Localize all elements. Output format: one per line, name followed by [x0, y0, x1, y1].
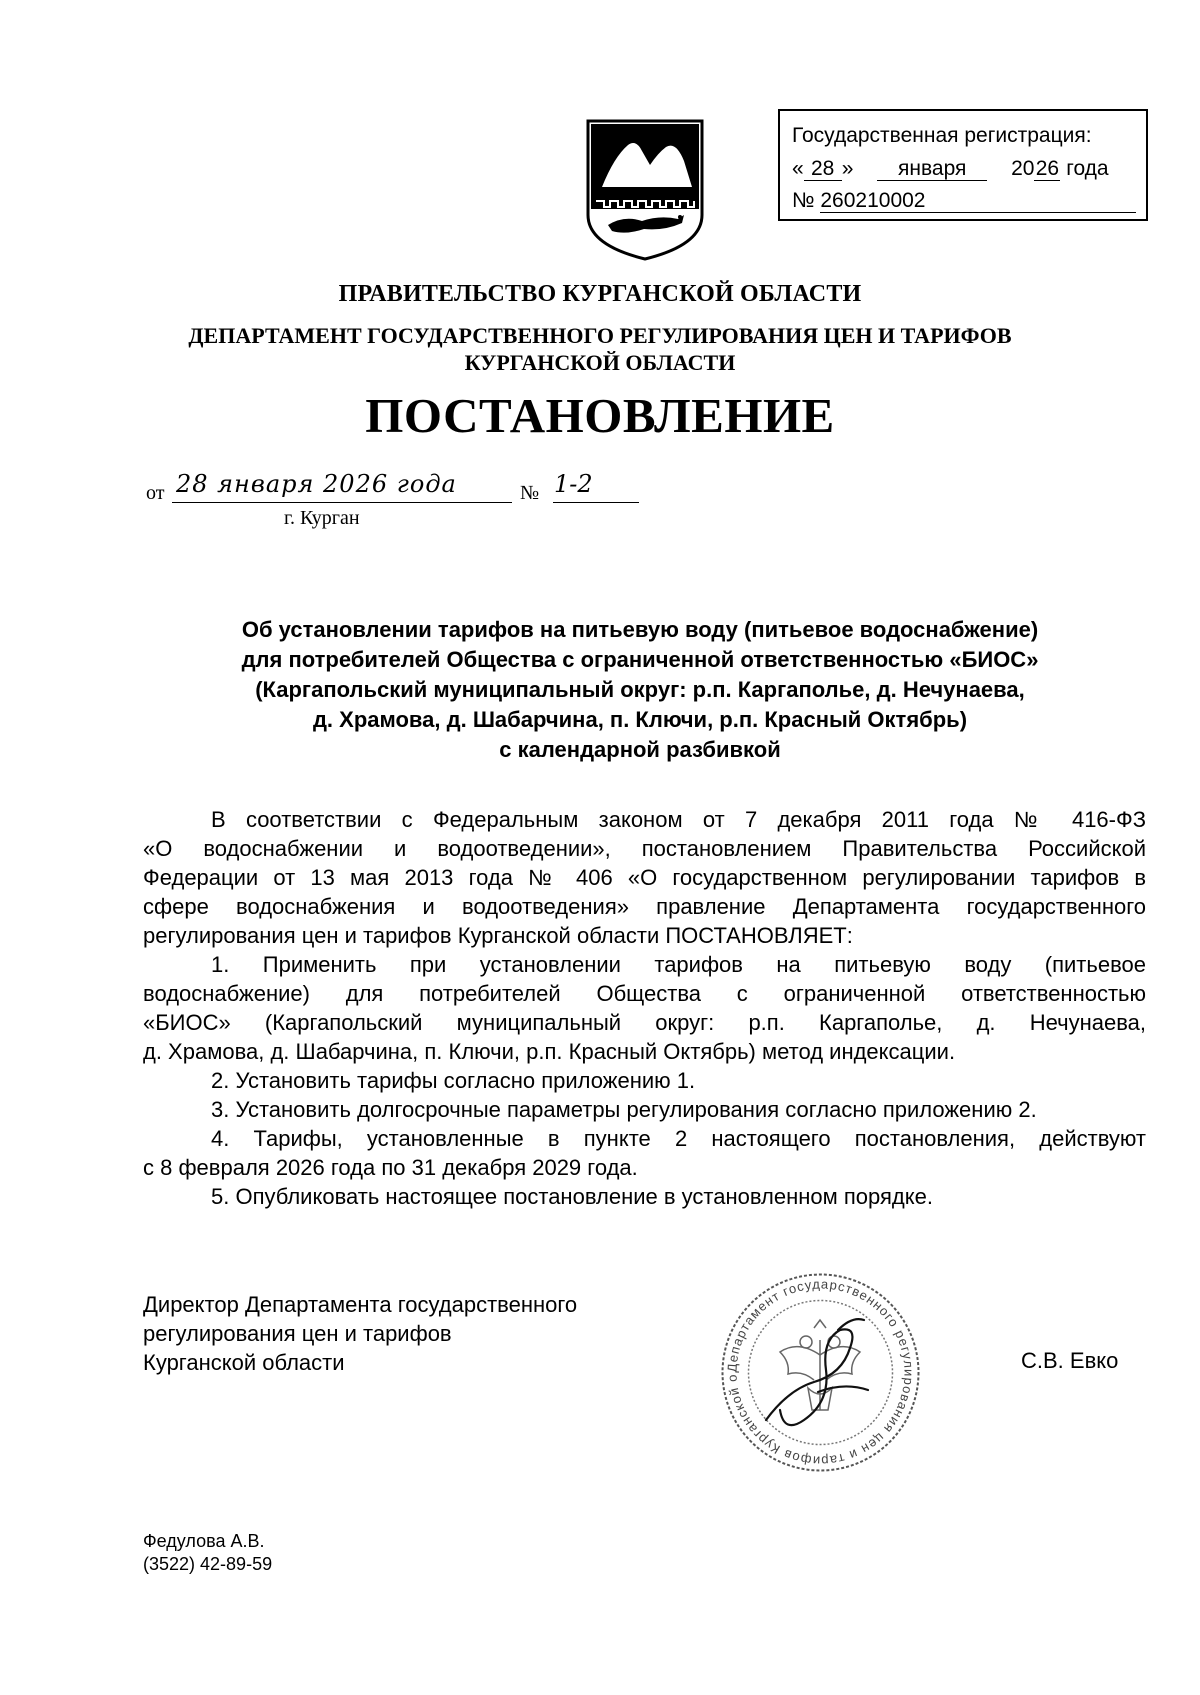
city-label: г. Курган — [284, 507, 360, 529]
number-prefix: № — [520, 482, 540, 504]
item1-line: водоснабжение) для потребителей Общества с ограниченной ответственностью — [143, 981, 1146, 1006]
position-line: Курганской области — [143, 1350, 345, 1375]
registration-date — [792, 157, 1109, 181]
item1-line: 1. Применить при установлении тарифов на питьевую воду (питьевое — [211, 952, 1146, 977]
item1-line: д. Храмова, д. Шабарчина, п. Ключи, р.п. Красный Октябрь) метод индексации. — [143, 1039, 956, 1064]
department-title-line1: ДЕПАРТАМЕНТ ГОСУДАРСТВЕННОГО РЕГУЛИРОВАНИЯ ЦЕН И ТАРИФОВ — [188, 323, 1012, 348]
subject-line: д. Храмова, д. Шабарчина, п. Ключи, р.п. Красный Октябрь) — [312, 707, 968, 732]
item5-line: 5. Опубликовать настоящее постановление в установленном порядке. — [211, 1184, 933, 1209]
registration-box — [778, 109, 1148, 221]
handwritten-number: 1-2 — [554, 470, 593, 498]
subject-line: Об установлении тарифов на питьевую воду (питьевое водоснабжение) — [241, 617, 1039, 642]
item4-line: с 8 февраля 2026 года по 31 декабря 2029 года. — [143, 1155, 638, 1180]
position-line: регулирования цен и тарифов — [143, 1321, 452, 1346]
registration-number-line — [792, 189, 1136, 213]
preamble-line: сфере водоснабжения и водоотведения» правление Департамента государственного — [143, 894, 1146, 919]
executor-contact — [143, 1530, 272, 1576]
document-body — [143, 805, 1146, 1211]
signatory-position — [143, 1290, 577, 1377]
signatory-name: С.В. Евко — [1021, 1348, 1119, 1373]
coat-of-arms-emblem — [584, 117, 706, 263]
item2-line: 2. Установить тарифы согласно приложению 1. — [211, 1068, 696, 1093]
registration-title: Государственная регистрация: — [792, 124, 1092, 147]
date-prefix: от — [146, 482, 165, 504]
preamble-line: В соответствии с Федеральным законом от 7 декабря 2011 года № 416-ФЗ — [211, 807, 1146, 832]
executor-name: Федулова А.В. — [143, 1531, 265, 1551]
department-title-line2: КУРГАНСКОЙ ОБЛАСТИ — [464, 350, 736, 375]
stamp-ring-text: Департамент государственного регулирования цен и тарифов Курганской о — [724, 1276, 917, 1469]
registration-month: января — [877, 158, 987, 181]
preamble-line: «О водоснабжении и водоотведении», постановлением Правительства Российской — [143, 836, 1146, 861]
registration-year-prefix: 20 — [1011, 157, 1035, 180]
official-stamp — [718, 1270, 923, 1475]
registration-number-label: № — [792, 189, 815, 212]
position-line: Директор Департамента государственного — [143, 1292, 578, 1317]
subject-line: с календарной разбивкой — [499, 737, 781, 762]
quote-open: « — [792, 157, 804, 180]
registration-year-word: года — [1066, 157, 1109, 180]
registration-day: 28 — [804, 158, 842, 181]
subject-line: для потребителей Общества с ограниченной ответственностью «БИОС» — [241, 647, 1039, 672]
subject-line: (Каргапольский муниципальный округ: р.п. Каргаполье, д. Нечунаева, — [255, 677, 1025, 702]
registration-number: 260210002 — [820, 190, 1136, 213]
item3-line: 3. Установить долгосрочные параметры регулирования согласно приложению 2. — [211, 1097, 1037, 1122]
item1-line: «БИОС» (Каргапольский муниципальный округ: р.п. Каргаполье, д. Нечунаева, — [143, 1010, 1146, 1035]
document-type-title: ПОСТАНОВЛЕНИЕ — [365, 388, 835, 443]
quote-close: » — [841, 157, 854, 180]
document-subject — [140, 615, 1140, 765]
preamble-line: Федерации от 13 мая 2013 года № 406 «О государственном регулировании тарифов в — [143, 865, 1146, 890]
item4-line: 4. Тарифы, установленные в пункте 2 настоящего постановления, действуют — [211, 1126, 1146, 1151]
government-title: ПРАВИТЕЛЬСТВО КУРГАНСКОЙ ОБЛАСТИ — [338, 281, 862, 307]
executor-phone: (3522) 42-89-59 — [143, 1554, 273, 1574]
registration-year-suffix: 26 — [1035, 157, 1060, 180]
preamble-line: регулирования цен и тарифов Курганской области ПОСТАНОВЛЯЕТ: — [143, 923, 853, 948]
handwritten-date: 28 января 2026 года — [176, 470, 457, 498]
